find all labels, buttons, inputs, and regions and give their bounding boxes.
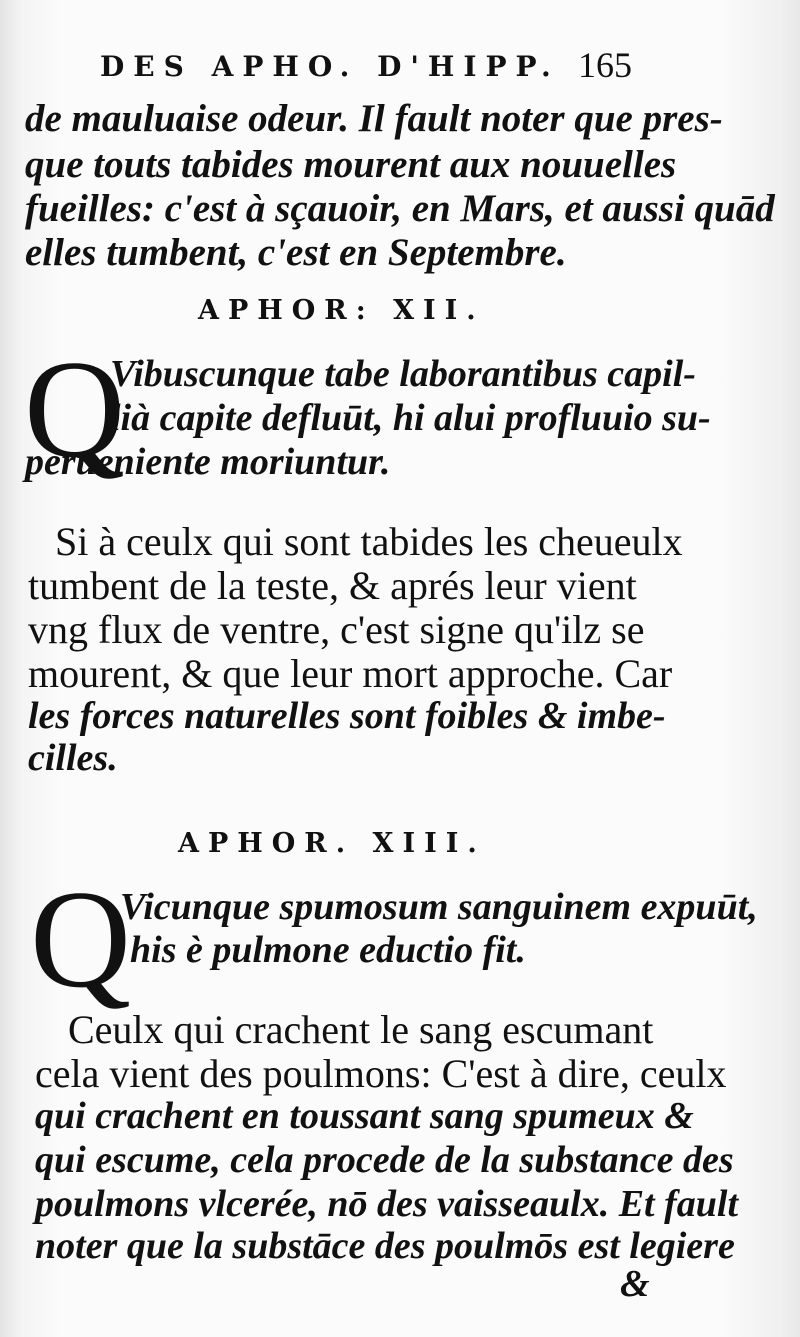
latin-line: his è pulmone eductio fit. xyxy=(130,929,526,971)
catchword: & xyxy=(620,1263,650,1305)
french-line: poulmons vlcerée, nō des vaisseaulx. Et fault xyxy=(35,1183,738,1225)
drop-cap-initial: Q xyxy=(24,332,126,487)
french-line: cela vient des poulmons: C'est à dire, ceulx xyxy=(35,1051,727,1096)
french-line: mourent, & que leur mort approche. Car xyxy=(28,651,673,696)
page-number: 165 xyxy=(578,45,632,85)
latin-line: perueniente moriuntur. xyxy=(25,441,391,483)
latin-line: lià capite defluūt, hi alui profluuio su- xyxy=(110,397,711,439)
text-line: que touts tabides mourent aux nouuelles xyxy=(25,143,677,186)
french-line: Si à ceulx qui sont tabides les cheueulx xyxy=(55,519,683,564)
text-line: fueilles: c'est à sçauoir, en Mars, et aussi quād xyxy=(25,187,775,230)
french-line: les forces naturelles sont foibles & imbe- xyxy=(28,695,666,737)
latin-line: Vibuscunque tabe laborantibus capil- xyxy=(110,353,696,395)
french-line: qui escume, cela procede de la substance des xyxy=(35,1139,734,1181)
french-line: noter que la substāce des poulmōs est legiere xyxy=(35,1225,735,1267)
latin-line: Vicunque spumosum sanguinem expuūt, xyxy=(120,886,758,928)
aphorism-heading: APHOR: XII. xyxy=(198,295,485,326)
drop-cap-initial: Q xyxy=(30,862,132,1017)
text-line: elles tumbent, c'est en Septembre. xyxy=(25,231,567,274)
french-line: qui crachent en toussant sang spumeux & xyxy=(35,1095,694,1137)
french-line: tumbent de la teste, & aprés leur vient xyxy=(28,563,637,608)
french-line: Ceulx qui crachent le sang escumant xyxy=(68,1007,654,1052)
text-line: de mauluaise odeur. Il fault noter que pres- xyxy=(25,97,723,140)
aphorism-heading: APHOR. XIII. xyxy=(178,828,486,859)
french-line: cilles. xyxy=(28,737,118,779)
french-line: vng flux de ventre, c'est signe qu'ilz se xyxy=(28,607,645,652)
running-title: DES APHO. D'HIPP. xyxy=(100,50,560,83)
